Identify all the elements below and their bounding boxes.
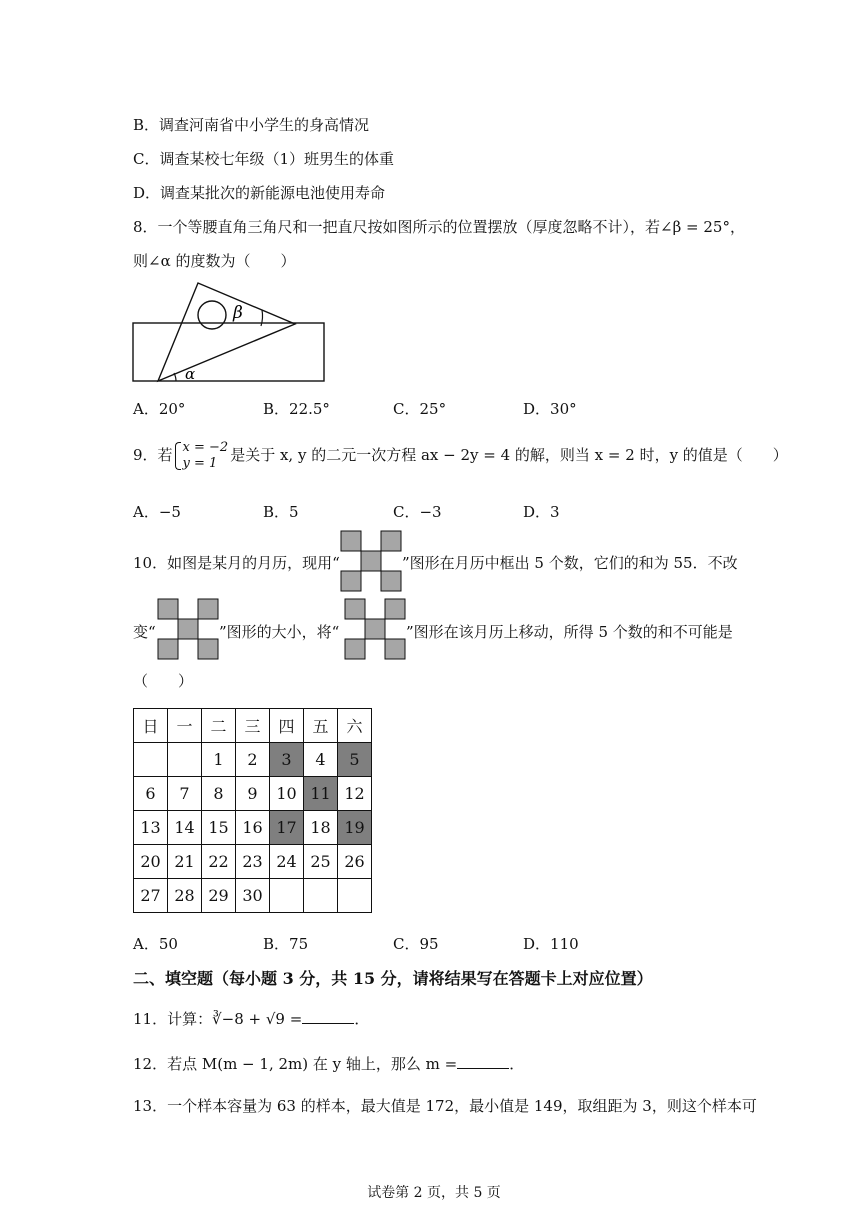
q10-option-d: D．110 [523,935,579,953]
q9-system-line2: y = 1 [182,456,218,471]
calendar-cell: 29 [202,879,236,913]
calendar-row [134,777,372,811]
q11-prefix: 11．计算： [133,1010,213,1028]
calendar-cell: 30 [236,879,270,913]
calendar-cell [134,743,168,777]
q8-text-line2: 则∠α 的度数为（ ） [133,252,296,270]
page-footer: 试卷第 2 页，共 5 页 [367,1185,501,1201]
calendar-cell: 3 [270,743,304,777]
calendar-cell: 17 [270,811,304,845]
calendar-cell [168,743,202,777]
calendar-header-row [134,709,372,743]
q7-option-c: C．调查某校七年级（1）班男生的体重 [133,150,395,168]
calendar-cell: 13 [134,811,168,845]
calendar-cell: 24 [270,845,304,879]
calendar-header-cell: 三 [236,709,270,743]
calendar-cell: 27 [134,879,168,913]
q9-options [133,501,653,522]
q11-expression: ∛−8 + √9 = [212,1010,303,1028]
calendar-cell: 6 [134,777,168,811]
calendar-cell: 15 [202,811,236,845]
q12-text [133,1053,524,1074]
calendar-table [133,708,372,913]
calendar-header-cell: 一 [168,709,202,743]
calendar-header-cell: 四 [270,709,304,743]
calendar-cell: 8 [202,777,236,811]
q9-system-line1: x = −2 [182,440,229,455]
calendar-row [134,879,372,913]
q10-line2c: ”图形在该月历上移动，所得 5 个数的和不可能是 [406,623,733,641]
calendar-cell [304,879,338,913]
calendar-cell: 25 [304,845,338,879]
q8-option-a: A．20° [133,400,186,418]
q12-answer-blank[interactable] [457,1054,509,1069]
calendar-row [134,743,372,777]
calendar-cell: 5 [338,743,372,777]
calendar-cell: 11 [304,777,338,811]
q7-option-b: B．调查河南省中小学生的身高情况 [133,116,370,134]
q10-line3: （ ） [133,672,194,690]
q10-line1a: 10．如图是某月的月历，现用“ [133,554,340,572]
calendar-cell: 18 [304,811,338,845]
calendar-row [134,845,372,879]
q10-line2a: 变“ [133,623,156,641]
calendar-cell: 10 [270,777,304,811]
q8-option-d: D．30° [523,400,577,418]
q9-option-b: B．5 [263,503,299,521]
q8-figure [130,280,330,388]
q10-line1b: ”图形在月历中框出 5 个数，它们的和为 55．不改 [402,554,738,572]
q8-text-line1: 8．一个等腰直角三角尺和一把直尺按如图所示的位置摆放（厚度忽略不计），若∠β = 25°， [133,218,745,236]
q11-suffix: ． [354,1010,370,1028]
calendar-cell: 22 [202,845,236,879]
calendar-cell [270,879,304,913]
calendar-cell: 21 [168,845,202,879]
calendar-cell: 7 [168,777,202,811]
calendar-cell: 19 [338,811,372,845]
alpha-label: α [185,365,196,383]
calendar-cell: 1 [202,743,236,777]
q10-option-b: B．75 [263,935,309,953]
q9-option-c: C．−3 [393,503,442,521]
q8-option-c: C．25° [393,400,447,418]
q9-text [133,440,788,472]
calendar-row [134,811,372,845]
x-shape-icon [344,598,408,660]
calendar-cell: 14 [168,811,202,845]
beta-label: β [233,303,243,323]
q12-suffix: ． [509,1055,525,1073]
calendar-cell: 4 [304,743,338,777]
q10-options [133,933,653,954]
q12-prefix: 12．若点 M(m − 1, 2m) 在 y 轴上，那么 m = [133,1055,458,1073]
calendar-cell: 20 [134,845,168,879]
q8-option-b: B．22.5° [263,400,330,418]
section-title: 二、填空题（每小题 3 分，共 15 分，请将结果写在答题卡上对应位置） [133,969,653,988]
q9-equation-system [175,440,229,472]
calendar-cell: 16 [236,811,270,845]
q11-text [133,1008,369,1029]
calendar-cell: 23 [236,845,270,879]
calendar-cell: 9 [236,777,270,811]
q9-prefix: 9．若 [133,446,173,464]
calendar-header-cell: 二 [202,709,236,743]
calendar-cell: 2 [236,743,270,777]
x-shape-icon [340,530,404,592]
x-shape-icon [157,598,221,660]
q9-option-a: A．−5 [133,503,181,521]
calendar-cell: 12 [338,777,372,811]
set-square-triangle [158,283,295,381]
q10-option-a: A．50 [133,935,178,953]
q10-line2b: ”图形的大小，将“ [219,623,340,641]
calendar-cell: 26 [338,845,372,879]
calendar-header-cell: 五 [304,709,338,743]
q13-text: 13．一个样本容量为 63 的样本，最大值是 172，最小值是 149，取组距为 3，则这个样本可 [133,1097,757,1115]
q10-option-c: C．95 [393,935,439,953]
q8-options [133,398,653,419]
calendar-cell: 28 [168,879,202,913]
calendar-header-cell: 六 [338,709,372,743]
q9-option-d: D．3 [523,503,560,521]
set-square-hole [198,301,226,329]
calendar-header-cell: 日 [134,709,168,743]
calendar-cell [338,879,372,913]
q11-answer-blank[interactable] [302,1009,354,1024]
q7-option-d: D．调查某批次的新能源电池使用寿命 [133,184,386,202]
q9-body: 是关于 x, y 的二元一次方程 ax − 2y = 4 的解，则当 x = 2 时，y 的值是（ ） [230,446,788,464]
